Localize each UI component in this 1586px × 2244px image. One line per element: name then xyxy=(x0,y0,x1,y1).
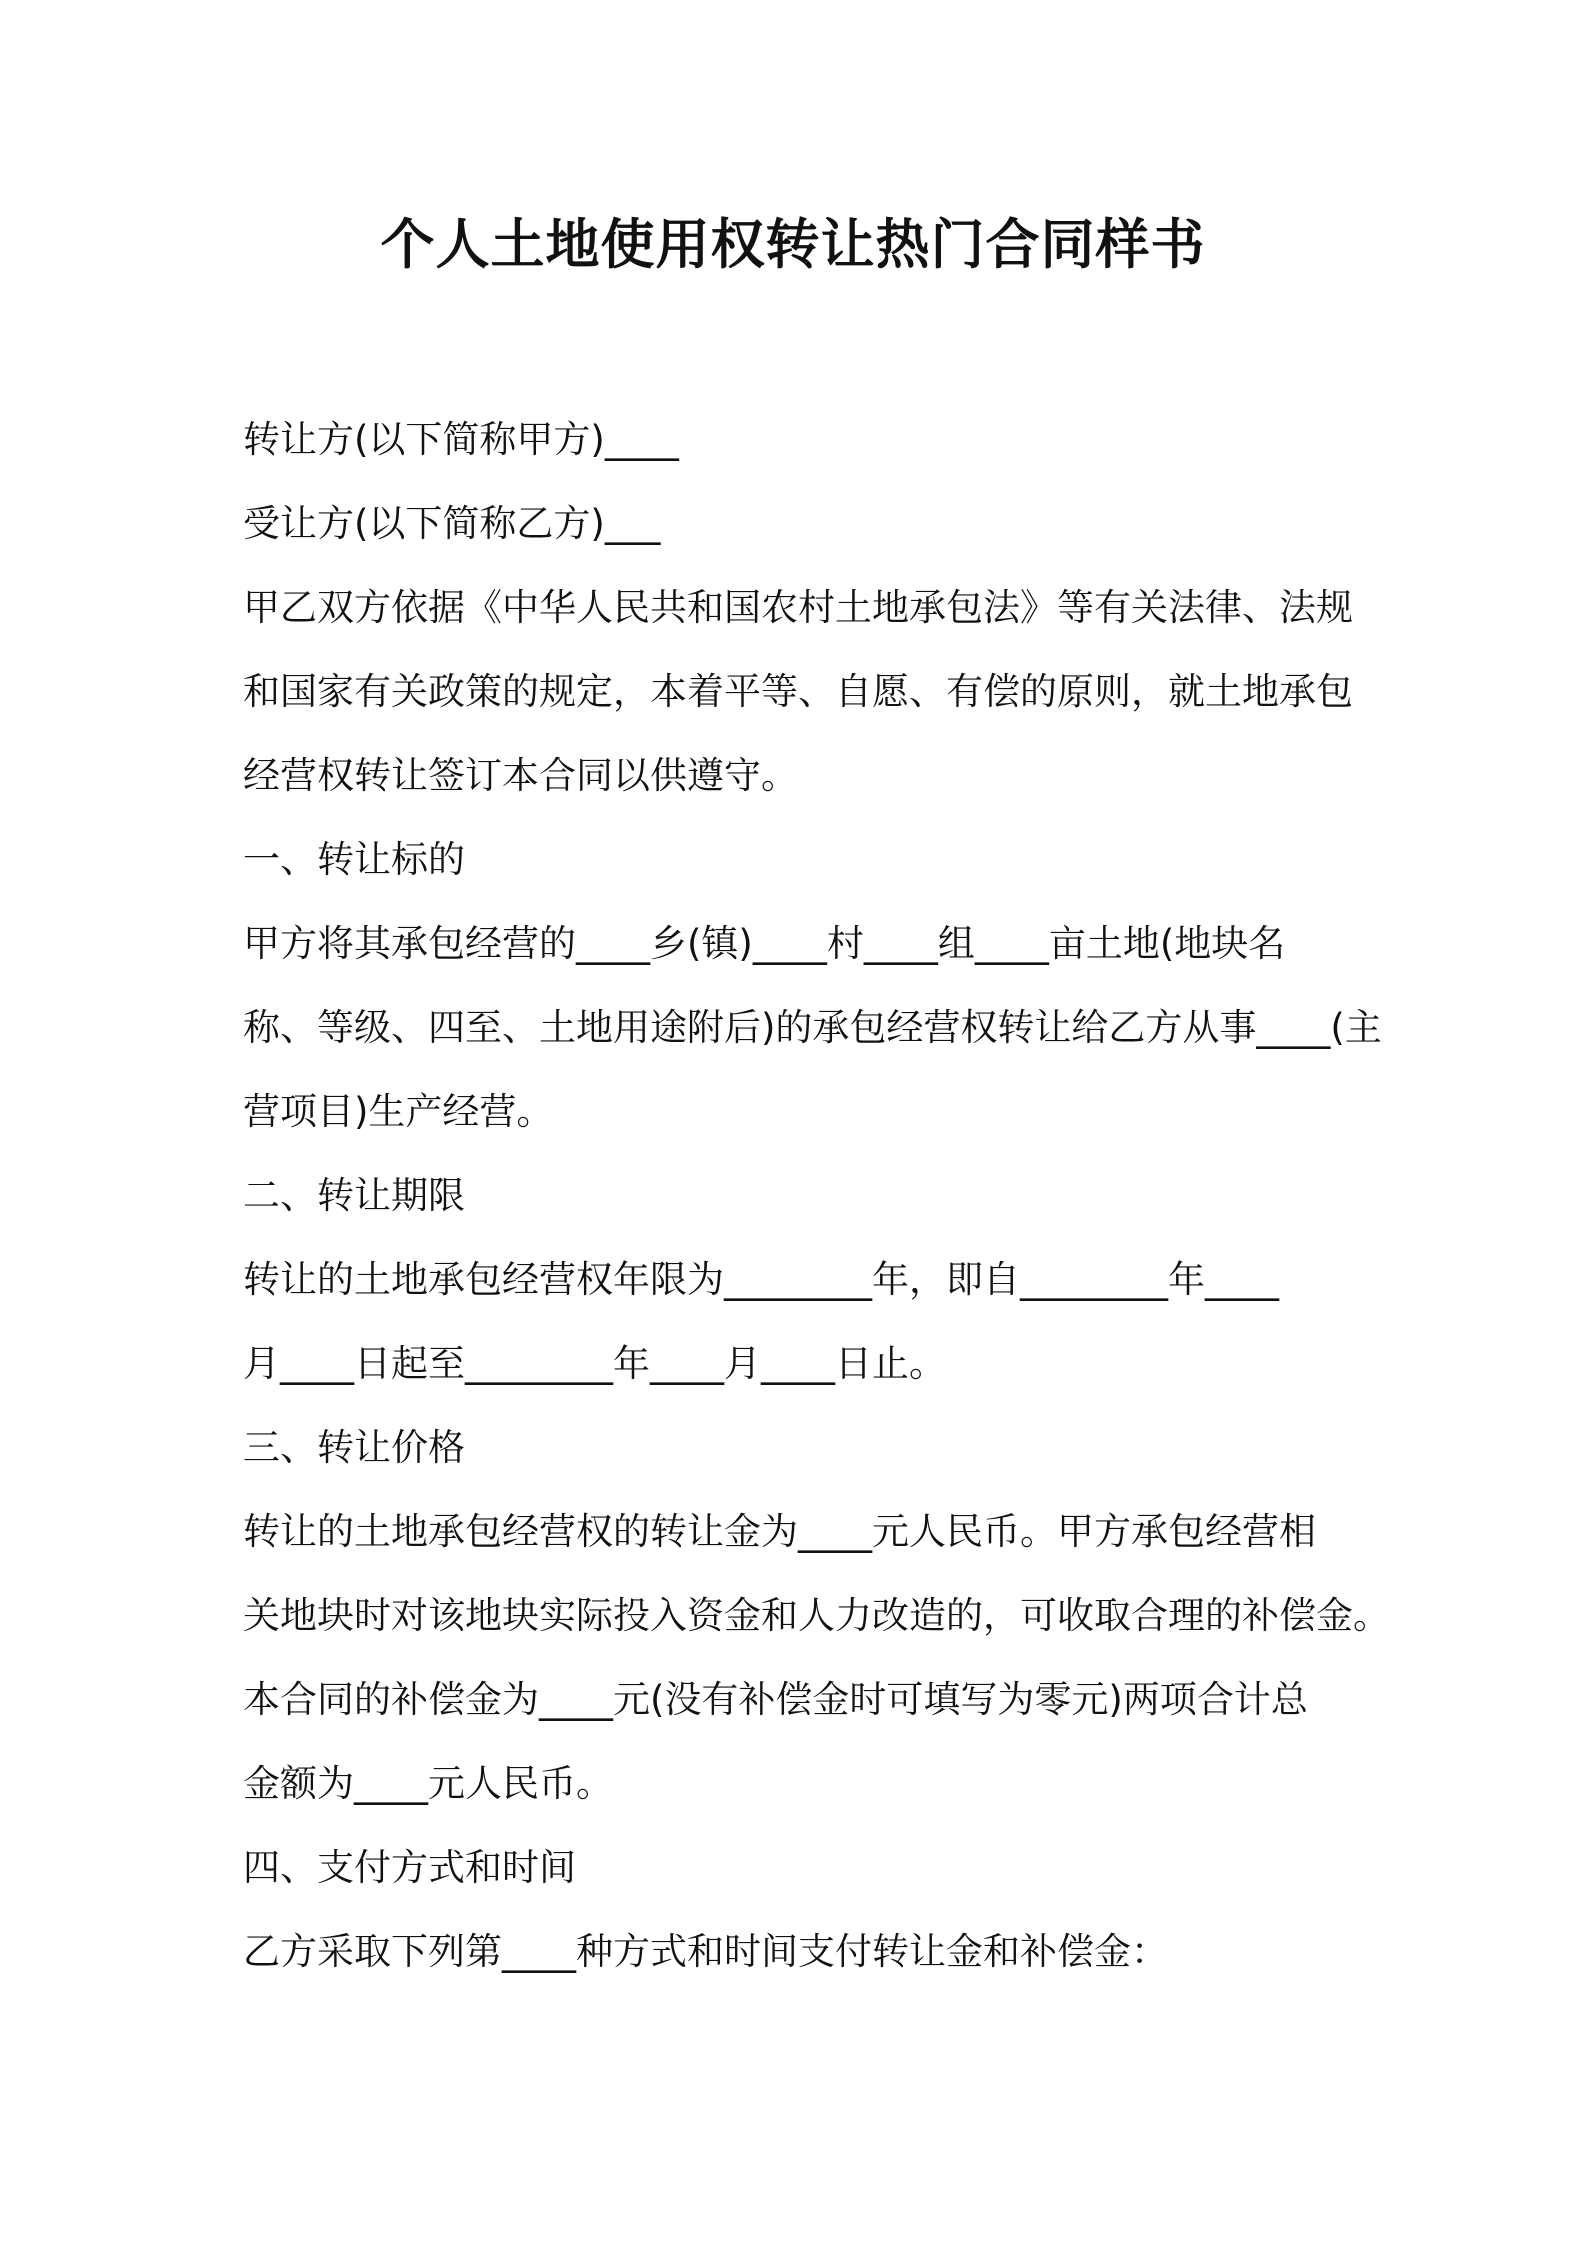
section-1-line-1: 甲方将其承包经营的____乡(镇)____村____组____亩土地(地块名 xyxy=(243,922,1286,965)
section-heading-2: 二、转让期限 xyxy=(243,1174,465,1217)
section-heading-4: 四、支付方式和时间 xyxy=(243,1846,576,1889)
section-3-line-3: 本合同的补偿金为____元(没有补偿金时可填写为零元)两项合计总 xyxy=(243,1678,1308,1721)
section-3-line-2: 关地块时对该地块实际投入资金和人力改造的，可收取合理的补偿金。 xyxy=(243,1594,1390,1637)
section-heading-1: 一、转让标的 xyxy=(243,838,465,881)
preamble-line-1: 甲乙双方依据《中华人民共和国农村土地承包法》等有关法律、法规 xyxy=(243,586,1353,629)
section-2-line-1: 转让的土地承包经营权年限为________年，即自________年____ xyxy=(243,1258,1279,1301)
section-1-line-2: 称、等级、四至、土地用途附后)的承包经营权转让给乙方从事____(主 xyxy=(243,1006,1382,1049)
section-1-line-3: 营项目)生产经营。 xyxy=(243,1090,554,1133)
document-body xyxy=(243,398,1390,1994)
section-heading-3: 三、转让价格 xyxy=(243,1426,465,1469)
section-2-line-2: 月____日起至________年____月____日止。 xyxy=(243,1342,946,1385)
party-b-line: 受让方(以下简称乙方)___ xyxy=(243,502,661,545)
preamble-line-2: 和国家有关政策的规定，本着平等、自愿、有偿的原则，就土地承包 xyxy=(243,670,1353,713)
preamble-line-3: 经营权转让签订本合同以供遵守。 xyxy=(243,754,798,797)
document-title: 个人土地使用权转让热门合同样书 xyxy=(380,213,1206,276)
section-3-line-1: 转让的土地承包经营权的转让金为____元人民币。甲方承包经营相 xyxy=(243,1510,1316,1553)
party-a-line: 转让方(以下简称甲方)____ xyxy=(243,418,679,461)
section-4-line-1: 乙方采取下列第____种方式和时间支付转让金和补偿金： xyxy=(243,1930,1168,1973)
section-3-line-4: 金额为____元人民币。 xyxy=(243,1762,613,1805)
